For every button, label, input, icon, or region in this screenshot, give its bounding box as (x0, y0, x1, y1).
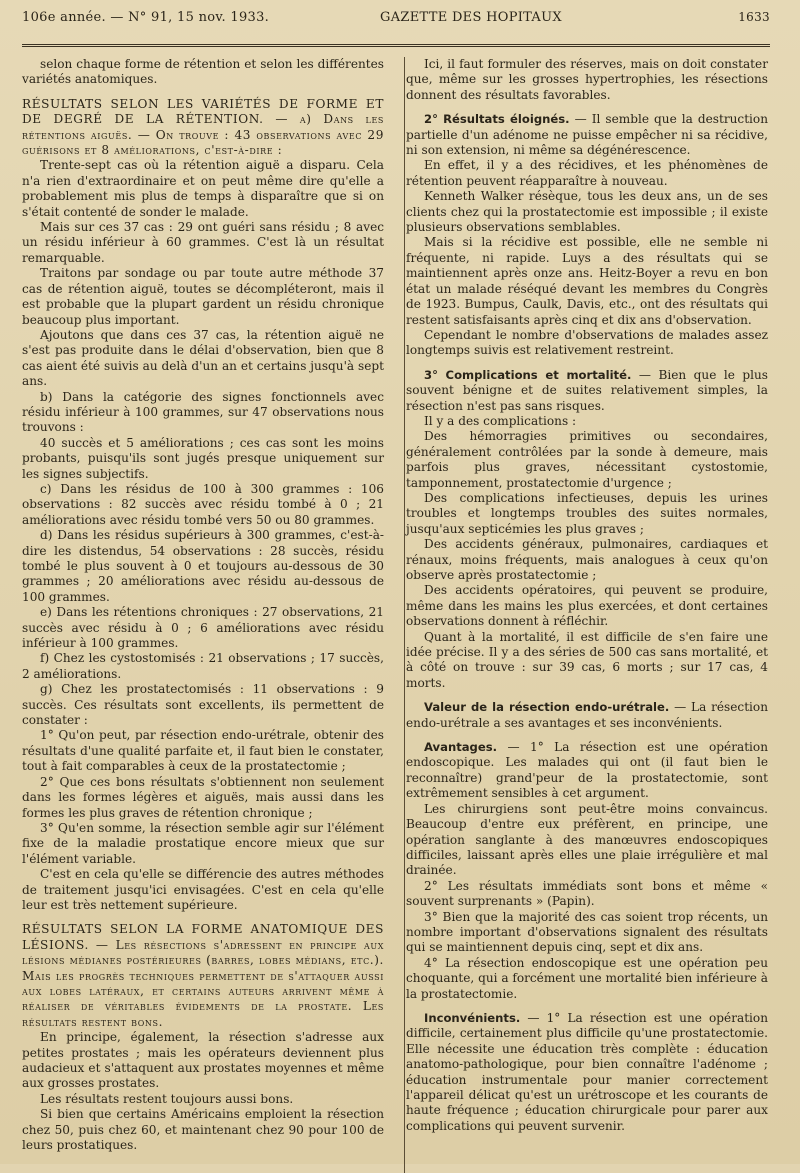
issue-info: 106e année. — N° 91, 15 nov. 1933. (22, 10, 270, 25)
paragraph-gap (406, 1002, 768, 1011)
article-columns (22, 57, 770, 1153)
paragraph: Ici, il faut formuler des réserves, mais on doit constater que, même sur les grosses hypertrophies, les résections donnent des résultats favorables. (406, 57, 768, 102)
left-column (22, 57, 384, 1153)
paragraph-gap (22, 913, 384, 922)
page-header (22, 10, 770, 40)
paragraph: d) Dans les résidus supérieurs à 300 grammes, c'est-à-dire les distendus, 54 observations : 28 succès, résidu tombé le plus souvent à 0 et toujours au-dessous de 30 grammes ; 20 améliorations avec résidu au-dessous de 100 grammes. (22, 528, 384, 604)
paragraph-gap (22, 88, 384, 97)
paragraph: Quant à la mortalité, il est difficile de s'en faire une idée précise. Il y a des séries de 500 cas sans mortalité, et à côté on trouve : sur 39 cas, 6 morts ; sur 17 cas, 4 morts. (406, 629, 768, 690)
paragraph: Valeur de la résection endo-urétrale. — La résection endo-urétrale a ses avantages et ses inconvénients. (406, 700, 768, 730)
paragraph: Avantages. — 1° La résection est une opération endoscopique. Les malades qui ont (il faut bien le reconnaître) grand'peur de la prostatectomie, sont extrêmement sensibles à cet argument. (406, 740, 768, 801)
paragraph: Des hémorragies primitives ou secondaires, généralement contrôlées par la sonde à demeure, mais parfois plus graves, nécessitant cystostomie, tamponnement, prostatectomie d'urgence ; (406, 429, 768, 490)
paragraph: Cependant le nombre d'observations de malades assez longtemps suivis est relativement restreint. (406, 327, 768, 358)
right-column (406, 57, 768, 1153)
header-rule (22, 44, 770, 45)
paragraph: Inconvénients. — 1° La résection est une opération difficile, certainement plus difficile qu'une prostatectomie. Elle nécessite une éducation très complète : éducation anatomo-pathologique, pour bien connaître l'adénome ; éducation instrumentale pour manier correctement l'appareil délicat qu'est un urétroscope et les courants de haute fréquence ; éducation chirurgicale pour parer aux complications qui peuvent survenir. (406, 1010, 768, 1133)
paragraph: c) Dans les résidus de 100 à 300 grammes : 106 observations : 82 succès avec résidu tombé à 0 ; 21 améliorations avec résidu tombé vers 50 ou 80 grammes. (22, 481, 384, 527)
section-heading: 2° Résultats éloignés. (424, 112, 570, 127)
paragraph: 40 succès et 5 améliorations ; ces cas sont les moins probants, puisqu'ils sont jugés presque uniquement sur les signes subjectifs. (22, 435, 384, 481)
paragraph-gap (406, 691, 768, 700)
paragraph: Des accidents opératoires, qui peuvent se produire, même dans les mains les plus exercées, et dont certaines observations donnent à réfléchir. (406, 583, 768, 629)
paragraph-gap (406, 103, 768, 112)
paragraph: Trente-sept cas où la rétention aiguë a disparu. Cela n'a rien d'extraordinaire et on peut même dire qu'elle a probablement mis plus de temps à disparaître que si on s'était contenté de sonder le malade. (22, 158, 384, 219)
section-heading: Valeur de la résection endo-urétrale. (424, 700, 670, 715)
paragraph: 3° Complications et mortalité. — Bien que le plus souvent bénigne et de suites relativement simples, la résection n'est pas sans risques. (406, 367, 768, 413)
column-divider (404, 57, 405, 1173)
paragraph: Mais si la récidive est possible, elle ne semble ni fréquente, ni rapide. Luys a des résultats qui se maintiennent après onze ans. Heitz-Boyer a revu en bon état un malade réséqué devant les membres du Congrès de 1923. Bumpus, Caulk, Davis, etc., ont des résultats qui restent satisfaisants après cinq et dix ans d'observation. (406, 235, 768, 327)
paragraph: Des accidents généraux, pulmonaires, cardiaques et rénaux, moins fréquents, mais analogues à ceux qu'on observe après prostatectomie ; (406, 537, 768, 582)
paragraph: b) Dans la catégorie des signes fonctionnels avec résidu inférieur à 100 grammes, sur 47 observations nous trouvons : (22, 389, 384, 435)
paragraph: Ajoutons que dans ces 37 cas, la rétention aiguë ne s'est pas produite dans le délai d'observation, bien que 8 cas aient été suivis au delà d'un an et certains jusqu'à sept ans. (22, 327, 384, 389)
paragraph: RÉSULTATS SELON LA FORME ANATOMIQUE DES LÉSIONS. — Les résections s'adressent en principe aux lésions médianes postérieures (barres, lobes médians, etc.). Mais les progrès techniques permettent de s'attaquer aussi aux lobes latéraux, et certains auteurs arrivent même à réaliser de véritables évidements de la prostate. Les résultats restent bons. (22, 922, 384, 1029)
paragraph-gap (406, 359, 768, 368)
paragraph: f) Chez les cystostomisés : 21 observations ; 17 succès, 2 améliorations. (22, 651, 384, 681)
section-heading: Avantages. (424, 740, 498, 755)
paragraph: 1° Qu'on peut, par résection endo-urétrale, obtenir des résultats d'une qualité parfaite et, il faut bien le constater, tout à fait comparables à ceux de la prostatectomie ; (22, 728, 384, 774)
paragraph: g) Chez les prostatectomisés : 11 observations : 9 succès. Ces résultats sont excellents, ils permettent de constater : (22, 682, 384, 728)
paragraph: RÉSULTATS SELON LES VARIÉTÉS DE FORME ET DE DEGRÉ DE LA RÉTENTION. — a) Dans les rétentions aiguës. — On trouve : 43 observations avec 29 guérisons et 8 améliorations, c'est-à-dire : (22, 96, 384, 158)
paragraph: 2° Résultats éloignés. — Il semble que la destruction partielle d'un adénome ne puisse empêcher ni sa récidive, ni son extension, ni même sa dégénérescence. (406, 112, 768, 158)
header-rule-thin (22, 46, 770, 47)
section-heading: Inconvénients. (424, 1010, 521, 1025)
journal-title: GAZETTE DES HOPITAUX (380, 10, 562, 25)
paragraph: C'est en cela qu'elle se différencie des autres méthodes de traitement jusqu'ici envisagées. C'est en cela qu'elle leur est très nettement supérieure. (22, 867, 384, 912)
paragraph: e) Dans les rétentions chroniques : 27 observations, 21 succès avec résidu à 0 ; 6 améliorations avec résidu inférieur à 100 grammes. (22, 605, 384, 651)
paragraph: En principe, également, la résection s'adresse aux petites prostates ; mais les opérateurs deviennent plus audacieux et s'attaquent aux prostates moyennes et même aux grosses prostates. (22, 1030, 384, 1091)
page-number: 1633 (738, 10, 770, 24)
paragraph: 3° Bien que la majorité des cas soient trop récents, un nombre important d'observations signalent des résultats qui se maintiennent depuis cinq, sept et dix ans. (406, 909, 768, 955)
paragraph: Si bien que certains Américains emploient la résection chez 50, puis chez 60, et maintenant chez 90 pour 100 de leurs prostatiques. (22, 1107, 384, 1153)
paragraph: Les résultats restent toujours aussi bons. (40, 1091, 294, 1106)
paragraph: Kenneth Walker résèque, tous les deux ans, un de ses clients chez qui la prostatectomie est impossible ; il existe plusieurs observations semblables. (406, 189, 768, 235)
paragraph: Les chirurgiens sont peut-être moins convaincus. Beaucoup d'entre eux préfèrent, en principe, une opération sanglante à des manœuvres endoscopiques difficiles, laissant après elles une plaie irrégulière et mal drainée. (406, 801, 768, 878)
paragraph: En effet, il y a des récidives, et les phénomènes de rétention peuvent réapparaître à nouveau. (406, 158, 768, 188)
paragraph: 3° Qu'en somme, la résection semble agir sur l'élément fixe de la maladie prostatique encore mieux que sur l'élément variable. (22, 820, 384, 866)
paragraph: Des complications infectieuses, depuis les urines troubles et longtemps troubles des suites normales, jusqu'aux septicémies les plus graves ; (406, 490, 768, 536)
paragraph: Traitons par sondage ou par toute autre méthode 37 cas de rétention aiguë, toutes se décompléteront, mais il est probable que la plupart gardent un résidu chronique beaucoup plus important. (22, 266, 384, 327)
paragraph: Il y a des complications : (424, 413, 577, 428)
paragraph: Mais sur ces 37 cas : 29 ont guéri sans résidu ; 8 avec un résidu inférieur à 60 grammes. C'est là un résultat remarquable. (22, 220, 384, 265)
paragraph: 4° La résection endoscopique est une opération peu choquante, qui a forcément une mortalité bien inférieure à la prostatectomie. (406, 955, 769, 1001)
paragraph: 2° Que ces bons résultats s'obtiennent non seulement dans les formes légères et aiguës, mais aussi dans les formes les plus graves de rétention chronique ; (22, 774, 384, 820)
paragraph-gap (406, 731, 768, 740)
paragraph: 2° Les résultats immédiats sont bons et même « souvent surprenants » (Papin). (406, 878, 768, 909)
section-heading: 3° Complications et mortalité. (424, 367, 632, 382)
paragraph: selon chaque forme de rétention et selon les différentes variétés anatomiques. (22, 57, 384, 87)
